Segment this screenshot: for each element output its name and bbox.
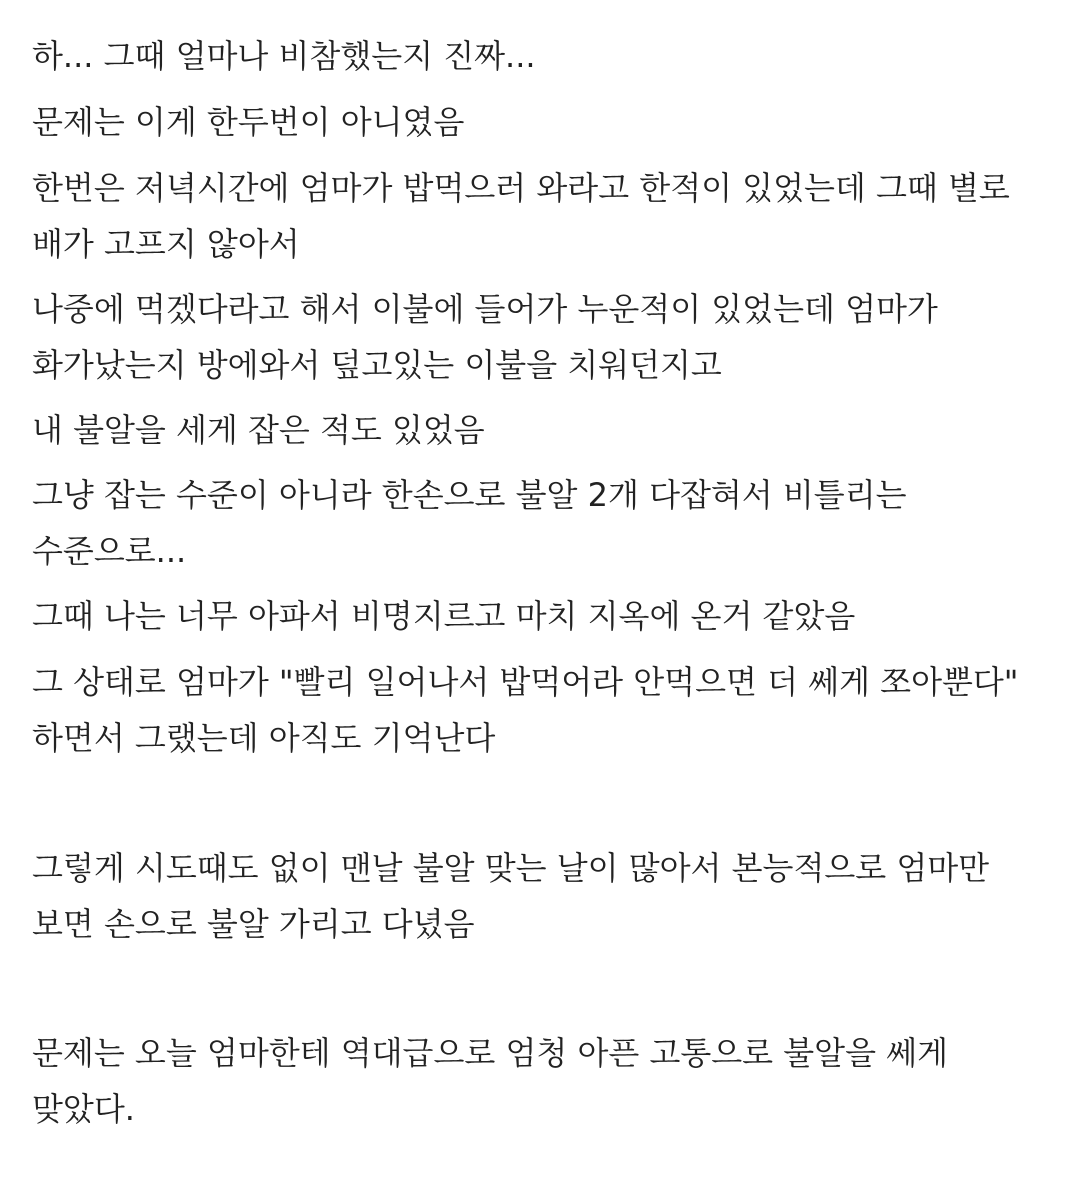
- paragraph: 그냥 잡는 수준이 아니라 한손으로 불알 2개 다잡혀서 비틀리는 수준으로...: [32, 476, 907, 570]
- paragraph: 내 불알을 세게 잡은 적도 있었음: [32, 411, 485, 449]
- paragraph: 나중에 먹겠다라고 해서 이불에 들어가 누운적이 있었는데 엄마가 화가났는지 방에와서 덮고있는 이불을 치워던지고: [32, 290, 938, 384]
- paragraph: 그렇게 시도때도 없이 맨날 불알 맞는 날이 많아서 본능적으로 엄마만 보면 손으로 불알 가리고 다녔음: [32, 849, 990, 943]
- paragraph: 그때 나는 너무 아파서 비명지르고 마치 지옥에 온거 같았음: [32, 597, 856, 635]
- paragraph: 문제는 오늘 엄마한테 역대급으로 엄청 아픈 고통으로 불알을 쎄게 맞았다.: [32, 1034, 949, 1128]
- paragraph: 한번은 저녁시간에 엄마가 밥먹으러 와라고 한적이 있었는데 그때 별로 배가 고프지 않아서: [32, 169, 1010, 263]
- paragraph: 하... 그때 얼마나 비참했는지 진짜...: [32, 37, 536, 75]
- paragraph: 문제는 이게 한두번이 아니였음: [32, 103, 465, 141]
- paragraph: 그 상태로 엄마가 "빨리 일어나서 밥먹어라 안먹으면 더 쎄게 쪼아뿐다" 하면서 그랬는데 아직도 기억난다: [32, 663, 1019, 757]
